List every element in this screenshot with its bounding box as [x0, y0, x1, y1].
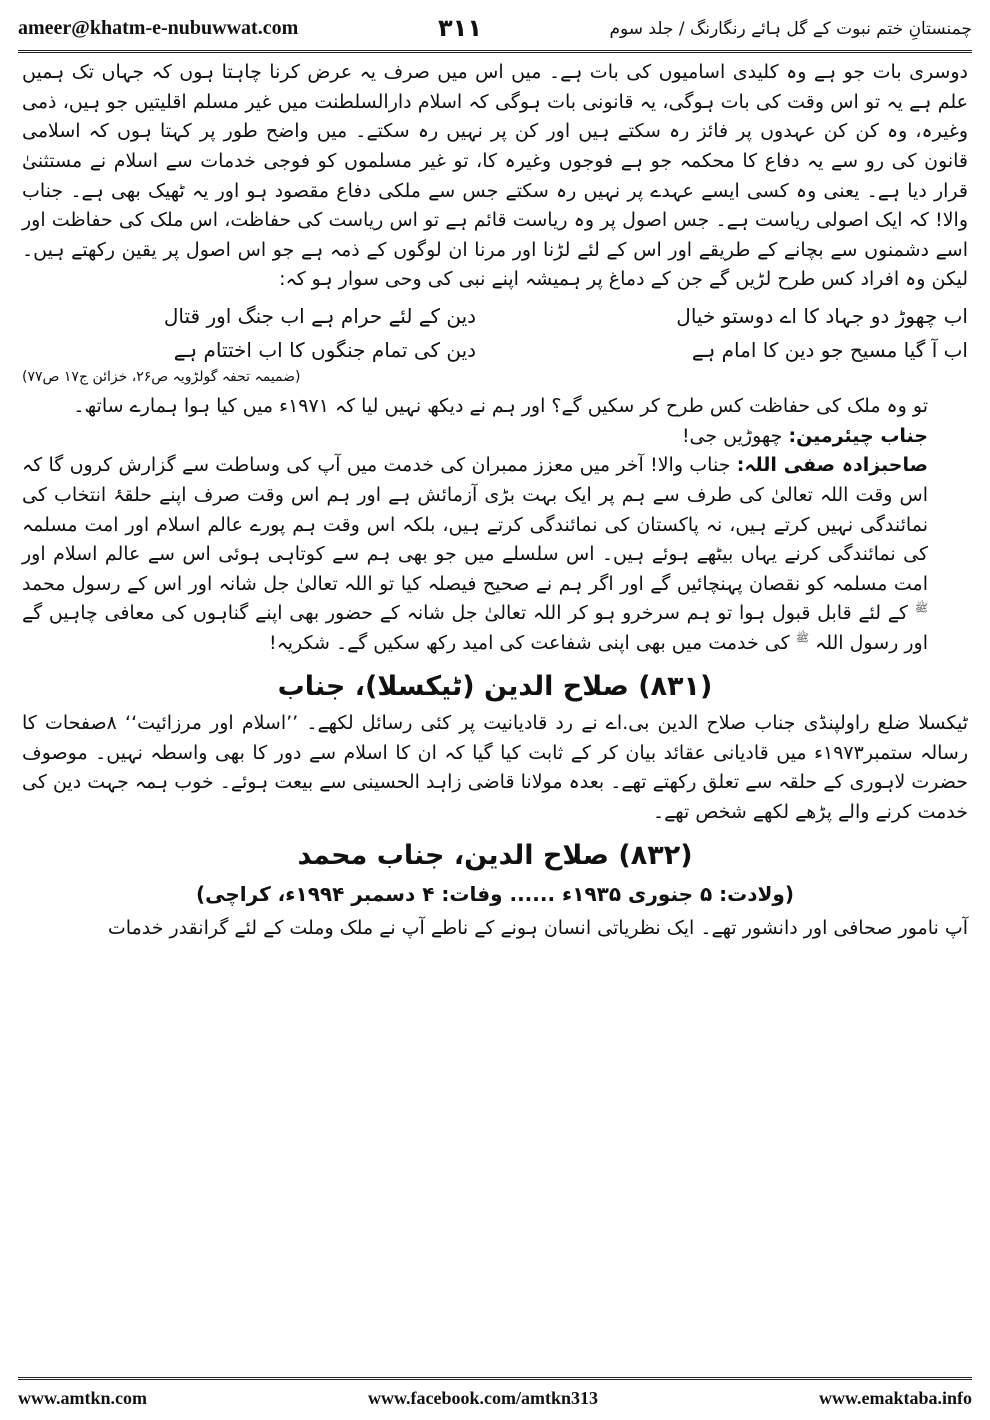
- paragraph-3: [22, 451, 968, 658]
- poem-verse-left: دین کے لئے حرام ہے اب جنگ اور قتال: [163, 304, 477, 328]
- poem-block: [22, 299, 968, 388]
- header-email: ameer@khatm-e-nubuwwat.com: [18, 16, 299, 39]
- chairman-label: جناب چیئرمین:: [788, 424, 928, 447]
- poem-verse-left: دین کی تمام جنگوں کا اب اختتام ہے: [173, 338, 477, 362]
- section-832-title: (۸۳۲) صلاح الدین، جناب محمد: [297, 839, 693, 871]
- salawat-symbol: ﷺ: [914, 602, 928, 616]
- book-title: چمنستانِ ختم نبوت کے گل ہائے رنگارنگ / جلد سوم: [609, 18, 972, 39]
- page-footer: [18, 1377, 972, 1416]
- footer-link-facebook[interactable]: www.facebook.com/amtkn313: [367, 1387, 598, 1408]
- section-831-title: (۸۳۱) صلاح الدین (ٹیکسلا)، جناب: [277, 670, 713, 702]
- paragraph-2: تو وہ ملک کی حفاظت کس طرح کر سکیں گے؟ اور ہم نے دیکھ نہیں لیا کہ ۱۹۷۱ء میں کیا ہوا ہمارے ساتھ۔: [73, 395, 928, 417]
- footer-link-emaktaba[interactable]: www.emaktaba.info: [818, 1387, 972, 1408]
- paragraph-1: دوسری بات جو ہے وہ کلیدی اسامیوں کی بات ہے۔ میں اس میں صرف یہ عرض کرنا چاہتا ہوں کہ جہاں تک ہمیں علم ہے یہ تو اس وقت کی بات ہوگی، یہ قانونی بات ہوگی کہ اسلام دارالسلطنت میں غیر مسلم اقلیتیں جو ہیں، ذمی وغیرہ، وہ کن کن عہدوں پر فائز رہ سکتے ہیں اور کن پر نہیں رہ سکتے۔ میں واضح طور پر کہتا ہوں کہ اسلامی قانون کی رو سے یہ دفاع کا محکمہ جو ہے فوجوں وغیرہ کا، تو غیر مسلموں کو فوجی خدمات سے اسلام نے مستثنیٰ قرار دیا ہے۔ یعنی وہ کسی ایسے عہدے پر نہیں رہ سکتے جس سے ملکی دفاع مقصود ہو اور یہ ٹھیک بھی ہے۔ جناب والا! کہ ایک اصولی ریاست ہے۔ جس اصول پر وہ ریاست قائم ہے تو اس ریاست کی حفاظت، اس ملک کی حفاظت اور اسے دشمنوں سے بچانے کے طریقے اور اس کے لئے لڑنا اور مرنا ان لوگوں کے ذمہ ہے جو اس اصول پر یقین رکھتے ہیں۔ لیکن وہ افراد کس طرح لڑیں گے جن کے دماغ پر ہمیشہ اپنے نبی کی وحی سوار ہو کہ:: [22, 61, 968, 291]
- chairman-text: چھوڑیں جی!: [681, 424, 783, 447]
- poem-line: [22, 299, 968, 333]
- chairman-remark: [22, 422, 968, 452]
- section-832-text: آپ نامور صحافی اور دانشور تھے۔ ایک نظریاتی انسان ہونے کے ناطے آپ نے ملک وملت کے لئے گرانقدر خدمات: [107, 917, 968, 940]
- poem-reference: (ضمیمہ تحفہ گولڑویہ ص۲۶، خزائن ج۱۷ ص۷۷): [22, 369, 301, 385]
- footer-link-amtkn[interactable]: www.amtkn.com: [18, 1387, 147, 1408]
- salawat-symbol: ﷺ: [795, 631, 810, 645]
- section-832-dates: (ولادت: ۵ جنوری ۱۹۳۵ء ...... وفات: ۴ دسمبر ۱۹۹۴ء، کراچی): [195, 882, 794, 907]
- paragraph-3-text: جناب والا! آخر میں معزز ممبران کی خدمت میں آپ کی وساطت سے گزارش کروں گا کہ اس وقت اللہ تعالیٰ کی طرف سے ہم پر ایک بہت بڑی آزمائش ہے اور ہم اس وقت صرف اپنے حلقۂ انتخاب کی نمائندگی نہیں کرتے ہیں، نہ پاکستان کی نمائندگی کرتے ہیں، بلکہ اس وقت ہم پورے عالم اسلام اور امت مسلمہ کی نمائندگی کرنے یہاں بیٹھے ہوئے ہیں۔ اس سلسلے میں جو بھی ہم سے کوتاہی ہوئی اس سے عالم اسلام اور امت مسلمہ کو نقصان پہنچائیں گے اور اگر ہم نے صحیح فیصلہ کیا تو اللہ تعالیٰ جل شانہ اور اس کے رسول محمد: [22, 454, 928, 595]
- speaker-label: صاحبزادہ صفی اللہ:: [736, 454, 928, 477]
- poem-line: [22, 333, 968, 367]
- paragraph-3-text-b: کے لئے قابل قبول ہوا تو ہم سرخرو ہو کر اللہ تعالیٰ جل شانہ کے حضور بھی اپنے گناہوں کی معافی چاہیں گے اور رسول اللہ: [22, 602, 928, 654]
- page-number: ۳۱۱: [438, 14, 482, 42]
- page-body: [22, 58, 968, 1376]
- page-header: [18, 6, 972, 53]
- poem-verse-right: اب چھوڑ دو جہاد کا اے دوستو خیال: [676, 304, 968, 328]
- section-831-text: ٹیکسلا ضلع راولپنڈی جناب صلاح الدین بی.اے نے رد قادیانیت پر کئی رسائل لکھے۔ ’’اسلام اور مرزائیت‘‘ ۸صفحات کا رسالہ ستمبر۱۹۷۳ء میں قادیانی عقائد بیان کر کے ثابت کیا گیا کہ ان کا اسلام سے دور کا بھی واسطہ نہیں۔ موصوف حضرت لاہوری کے حلقہ سے تعلق رکھتے تھے۔ بعدہ مولانا قاضی زاہد الحسینی سے بیعت ہوئے۔ خوب ہمہ جہت دین کی خدمت کرنے والے پڑھے لکھے شخص تھے۔: [22, 712, 969, 823]
- poem-verse-right: اب آ گیا مسیح جو دین کا امام ہے: [691, 338, 968, 362]
- paragraph-3-text-c: کی خدمت میں بھی اپنی شفاعت کی امید رکھ سکیں گے۔ شکریہ!: [268, 632, 790, 654]
